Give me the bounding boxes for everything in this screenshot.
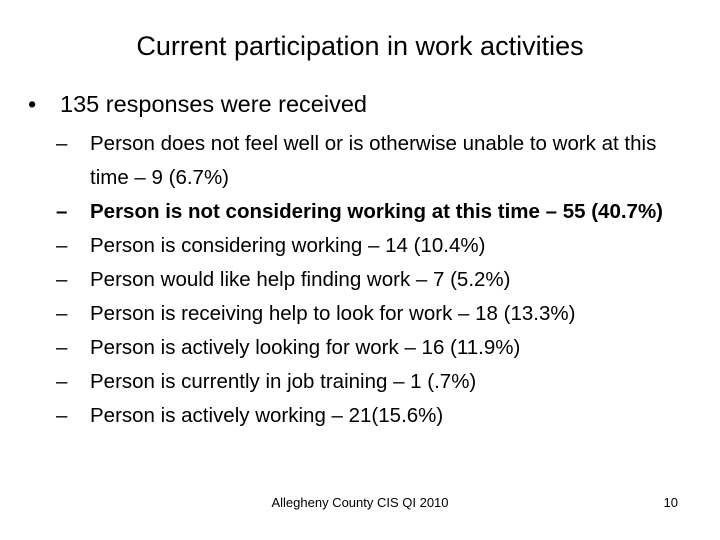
dash-marker: –	[56, 404, 68, 427]
list-item-text: Person is actively looking for work – 16 (11.9%)	[90, 336, 521, 359]
dash-marker: –	[56, 268, 68, 291]
list-item	[56, 365, 696, 399]
list-item	[56, 331, 696, 365]
slide-title: Current participation in work activities	[136, 31, 584, 61]
list-item	[56, 297, 696, 331]
list-item	[56, 399, 696, 433]
main-bullet	[28, 88, 367, 120]
list-item-text: Person does not feel well or is otherwise unable to work at this time – 9 (6.7%)	[90, 132, 657, 189]
list-item-text: Person is currently in job training – 1 (.7%)	[90, 370, 477, 393]
dash-marker: –	[56, 302, 68, 325]
list-item	[56, 195, 696, 229]
main-bullet-text: 135 responses were received	[60, 91, 367, 117]
list-item	[56, 127, 696, 195]
list-item-text: Person is considering working – 14 (10.4%)	[90, 234, 486, 257]
list-item-text: Person is not considering working at this time – 55 (40.7%)	[90, 200, 663, 223]
dash-marker: –	[56, 370, 68, 393]
slide-footer: Allegheny County CIS QI 2010	[271, 495, 449, 510]
dash-marker: –	[56, 132, 68, 155]
list-item	[56, 229, 696, 263]
list-item	[56, 263, 696, 297]
dash-marker: –	[56, 200, 68, 223]
sub-bullet-list	[56, 127, 696, 433]
dash-marker: –	[56, 336, 68, 359]
list-item-text: Person would like help finding work – 7 (5.2%)	[90, 268, 511, 291]
page-number: 10	[663, 495, 678, 510]
bullet-marker: •	[28, 91, 37, 117]
dash-marker: –	[56, 234, 68, 257]
list-item-text: Person is receiving help to look for work – 18 (13.3%)	[90, 302, 576, 325]
list-item-text: Person is actively working – 21(15.6%)	[90, 404, 444, 427]
